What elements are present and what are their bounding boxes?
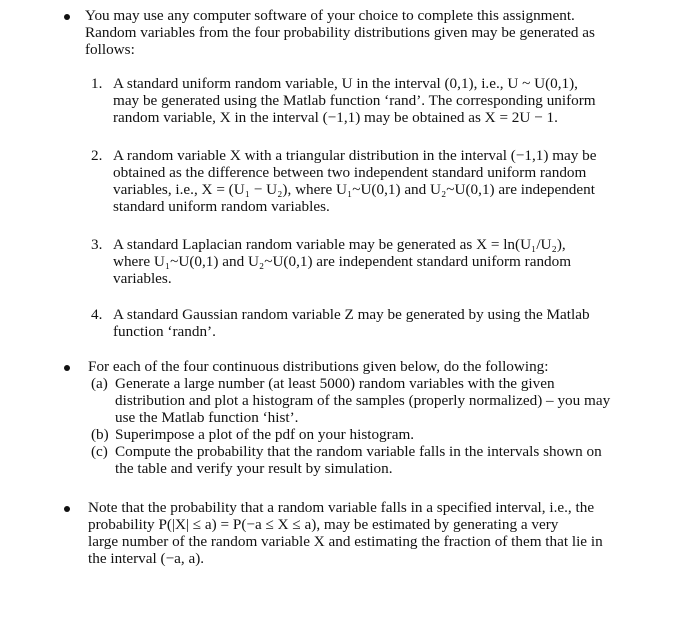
item-number: 3. (91, 236, 103, 253)
text-line: follows: (85, 41, 135, 58)
text-line: A standard Laplacian random variable may be generated as X = ln(U₁/U₂), (113, 236, 566, 253)
text-line: A random variable X with a triangular distribution in the interval (−1,1) may be (113, 147, 597, 164)
item-text (113, 236, 618, 287)
sub-item-label: (b) (91, 426, 109, 443)
sub-item-text (115, 443, 615, 477)
item-text (113, 75, 618, 126)
sub-item-label: (a) (91, 375, 108, 392)
text-line: variables, i.e., X = (U₁ − U₂), where U₁~U(0,1) and U₂~U(0,1) are independent (113, 181, 595, 198)
text-line: obtained as the difference between two independent standard uniform random (113, 164, 587, 181)
text-line: the table and verify your result by simulation. (115, 460, 393, 477)
text-line: distribution and plot a histogram of the samples (properly normalized) – you may (115, 392, 611, 409)
item-number: 4. (91, 306, 103, 323)
text-line: Generate a large number (at least 5000) random variables with the given (115, 375, 555, 392)
sub-item-text (115, 375, 615, 426)
text-line: where U₁~U(0,1) and U₂~U(0,1) are independent standard uniform random (113, 253, 572, 270)
bullet-marker (64, 365, 70, 371)
text-line: use the Matlab function ‘hist’. (115, 409, 299, 426)
item-text (113, 147, 618, 215)
bullet-marker (64, 14, 70, 20)
text-line: Compute the probability that the random variable falls in the intervals shown on (115, 443, 602, 460)
text-line: probability P(|X| ≤ a) = P(−a ≤ X ≤ a), may be estimated by generating a very (88, 516, 559, 533)
text-line: function ‘randn’. (113, 323, 216, 340)
item-number: 1. (91, 75, 103, 92)
text-line: For each of the four continuous distributions given below, do the following: (88, 358, 549, 375)
text-line: Random variables from the four probability distributions given may be generated as (85, 24, 595, 41)
sub-item-text (115, 426, 615, 443)
text-line: Note that the probability that a random variable falls in a specified interval, i.e., the (88, 499, 595, 516)
text-line: random variable, X in the interval (−1,1) may be obtained as X = 2U − 1. (113, 109, 558, 126)
text-line: A standard uniform random variable, U in the interval (0,1), i.e., U ~ U(0,1), (113, 75, 578, 92)
text-line: the interval (−a, a). (88, 550, 205, 567)
text-line: standard uniform random variables. (113, 198, 330, 215)
bullet-marker (64, 506, 70, 512)
text-line: You may use any computer software of your choice to complete this assignment. (85, 7, 575, 24)
bullet-intro-text (85, 7, 610, 58)
text-line: Superimpose a plot of the pdf on your histogram. (115, 426, 415, 443)
sub-item-label: (c) (91, 443, 108, 460)
text-line: may be generated using the Matlab function ‘rand’. The corresponding uniform (113, 92, 596, 109)
item-text (113, 306, 618, 340)
bullet-note-text (88, 499, 613, 567)
text-line: large number of the random variable X and estimating the fraction of them that lie in (88, 533, 603, 550)
item-number: 2. (91, 147, 103, 164)
bullet-tasks-text (88, 358, 613, 375)
text-line: variables. (113, 270, 172, 287)
text-line: A standard Gaussian random variable Z may be generated by using the Matlab (113, 306, 590, 323)
